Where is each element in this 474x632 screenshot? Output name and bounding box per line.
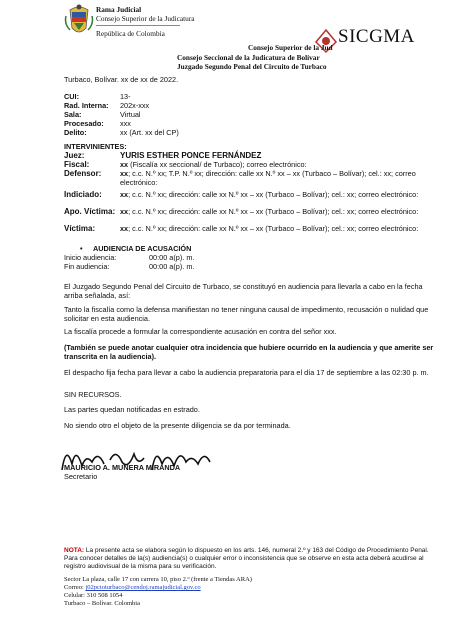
nota-label: NOTA: bbox=[64, 547, 85, 554]
email-label: Correo: bbox=[64, 584, 86, 591]
colombia-coat-of-arms-icon bbox=[64, 2, 94, 38]
footer-address: Sector La plaza, calle 17 con carrera 10, piso 2.º (frente a Tiendas ARA) bbox=[64, 576, 252, 583]
paragraph-5: El despacho fija fecha para llevar a cabo la audiencia preparatoria para el día 17 de septiembre a las 02:30 p. m. bbox=[64, 368, 429, 377]
paragraph-8: No siendo otro el objeto de la presente diligencia se da por terminada. bbox=[64, 421, 291, 430]
paragraph-4: (También se puede anotar cualquier otra incidencia que hubiere ocurrido en la audiencia y que amerite ser transcrita en la audiencia). bbox=[64, 343, 434, 361]
paragraph-2: Tanto la fiscalía como la defensa manifiestan no tener ninguna causal de impedimento, recusación o nulidad que solicitar en esta audiencia. bbox=[64, 305, 429, 323]
footer-email bbox=[64, 584, 201, 592]
paragraph-3: La fiscalía procede a formular la correspondiente acusación en contra del señor xxx. bbox=[64, 327, 337, 336]
delito-label: Delito: bbox=[64, 128, 87, 137]
juez-label: Juez: bbox=[64, 151, 85, 160]
apo-victima-label: Apo. Víctima: bbox=[64, 207, 116, 216]
footer-note bbox=[64, 547, 434, 572]
cui-value: 13- bbox=[120, 92, 131, 101]
defensor-value: xx; c.c. N.º xx; T.P. N.º xx; dirección: calle xx N.º xx – xx (Turbaco – Bolívar); cel.: xx; correo electrónico: bbox=[120, 169, 416, 187]
indiciado-value: xx; c.c. N.º xx; dirección: calle xx N.º xx – xx (Turbaco – Bolívar); cel.: xx; correo electrónico: bbox=[120, 190, 419, 199]
header-divider bbox=[96, 25, 180, 26]
procesado-label: Procesado: bbox=[64, 119, 104, 128]
org-subname: Consejo Superior de la Judicatura bbox=[96, 14, 195, 23]
paragraph-1: El Juzgado Segundo Penal del Circuito de Turbaco, se constituyó en audiencia para llevarla a cabo en la fecha arriba señalada, así: bbox=[64, 282, 423, 300]
paragraph-7: Las partes quedan notificadas en estrado. bbox=[64, 405, 200, 414]
defensor-label: Defensor: bbox=[64, 169, 102, 178]
org-country: República de Colombia bbox=[96, 29, 165, 38]
cui-label: CUI: bbox=[64, 92, 79, 101]
signer-role: Secretario bbox=[64, 472, 98, 481]
sala-label: Sala: bbox=[64, 110, 82, 119]
footer-phone: Celular: 310 508 1054 bbox=[64, 592, 123, 599]
org-name: Rama Judicial bbox=[96, 5, 142, 14]
fin-label: Fin audiencia: bbox=[64, 262, 110, 271]
intervinientes-title: INTERVINIENTES: bbox=[64, 142, 127, 151]
delito-value: xx (Art. xx del CP) bbox=[120, 128, 179, 137]
fiscal-value: xx (Fiscalía xx seccional/ de Turbaco); correo electrónico: bbox=[120, 160, 307, 169]
court-line-1: Consejo Seccional de la Judicatura de Bolívar bbox=[177, 53, 320, 62]
bullet-icon: • bbox=[80, 244, 83, 253]
footer-city: Turbaco – Bolívar. Colombia bbox=[64, 600, 140, 607]
inicio-value: 00:00 a(p). m. bbox=[149, 253, 195, 262]
juez-value: YURIS ESTHER PONCE FERNÁNDEZ bbox=[120, 151, 262, 160]
procesado-value: xxx bbox=[120, 119, 131, 128]
rad-value: 202x-xxx bbox=[120, 101, 150, 110]
paragraph-6: SIN RECURSOS. bbox=[64, 390, 122, 399]
victima-label: Víctima: bbox=[64, 224, 96, 233]
rad-label: Rad. Interna: bbox=[64, 101, 109, 110]
apo-victima-value: xx; c.c. N.º xx; dirección: calle xx N.º xx – xx (Turbaco – Bolívar); cel.: xx; correo electrónico: bbox=[120, 207, 419, 216]
inicio-label: Inicio audiencia: bbox=[64, 253, 117, 262]
fiscal-label: Fiscal: bbox=[64, 160, 90, 169]
indiciado-label: Indiciado: bbox=[64, 190, 102, 199]
court-line-2: Juzgado Segundo Penal del Circuito de Turbaco bbox=[177, 62, 327, 71]
email-link[interactable]: j02pctoturbaco@cendoj.ramajudicial.gov.co bbox=[85, 584, 201, 591]
council-name: Consejo Superior de la Jud bbox=[248, 43, 333, 52]
fin-value: 00:00 a(p). m. bbox=[149, 262, 195, 271]
nota-text: La presente acta se elabora según lo dispuesto en los arts. 146, numeral 2.º y 163 del Código de Procedimiento Penal. Para conocer detalles de la(s) audiencia(s) o cualquier error o inconsistencia que se observe en esta acta deberá acudirse al registro audiovisual de la misma para su verificación. bbox=[64, 547, 429, 571]
brand-title: SICGMA bbox=[338, 26, 415, 47]
victima-value: xx; c.c. N.º xx; dirección: calle xx N.º xx – xx (Turbaco – Bolívar); cel.: xx; correo electrónico: bbox=[120, 224, 419, 233]
sala-value: Virtual bbox=[120, 110, 141, 119]
place-date: Turbaco, Bolívar. xx de xx de 2022. bbox=[64, 75, 179, 84]
signer-name: MAURICIO A. MUNERA MIRANDA bbox=[64, 463, 181, 472]
audiencia-title: AUDIENCIA DE ACUSACIÓN bbox=[93, 244, 192, 253]
